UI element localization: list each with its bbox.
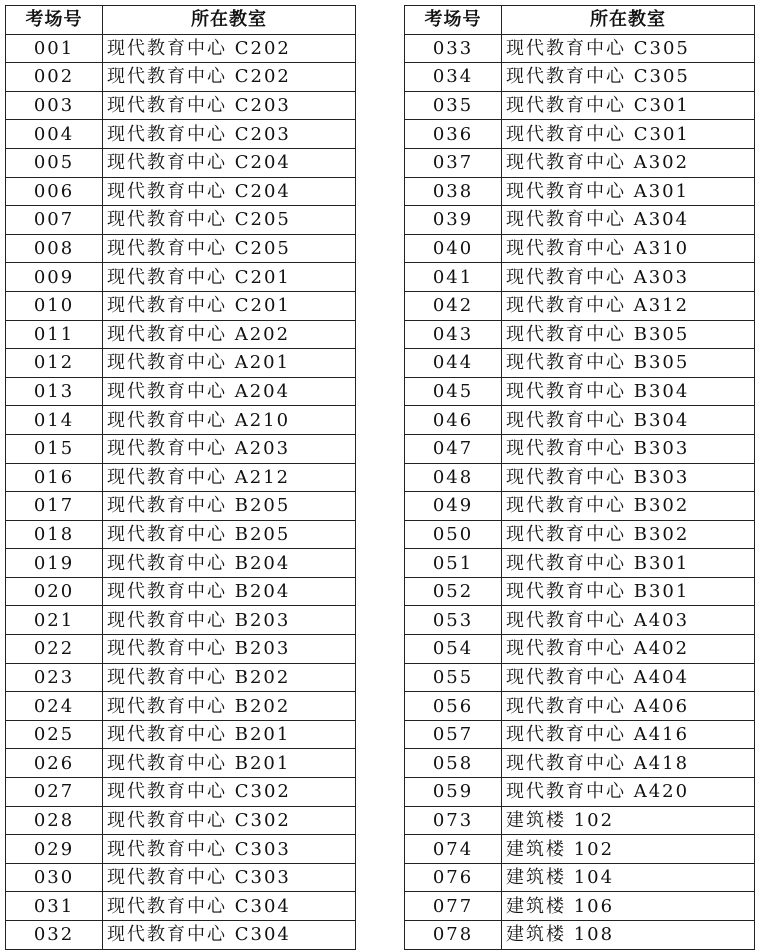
- exam-number-cell: 036: [405, 120, 502, 149]
- table-body-left: [6, 34, 356, 949]
- table-row: [6, 234, 356, 263]
- classroom-cell: 现代教育中心 A202: [103, 320, 356, 349]
- table-row: [6, 463, 356, 492]
- table-row: [6, 320, 356, 349]
- classroom-cell: 现代教育中心 C205: [103, 234, 356, 263]
- classroom-cell: 现代教育中心 A312: [502, 291, 755, 320]
- table-row: [405, 320, 755, 349]
- exam-number-cell: 018: [6, 520, 103, 549]
- table-row: [405, 463, 755, 492]
- classroom-cell: 现代教育中心 A310: [502, 234, 755, 263]
- classroom-cell: 现代教育中心 B301: [502, 549, 755, 578]
- classroom-cell: 现代教育中心 C202: [103, 34, 356, 63]
- classroom-cell: 现代教育中心 C305: [502, 34, 755, 63]
- classroom-cell: 建筑楼 106: [502, 892, 755, 921]
- classroom-cell: 现代教育中心 C304: [103, 892, 356, 921]
- exam-number-cell: 005: [6, 148, 103, 177]
- table-row: [6, 63, 356, 92]
- table-row: [6, 778, 356, 807]
- table-body-right: [405, 34, 755, 949]
- table-row: [6, 663, 356, 692]
- table-row: [6, 863, 356, 892]
- exam-number-cell: 014: [6, 406, 103, 435]
- classroom-cell: 现代教育中心 B205: [103, 492, 356, 521]
- exam-number-cell: 009: [6, 263, 103, 292]
- exam-number-cell: 004: [6, 120, 103, 149]
- classroom-cell: 现代教育中心 B305: [502, 349, 755, 378]
- table-row: [6, 520, 356, 549]
- table-row: [6, 806, 356, 835]
- exam-number-cell: 058: [405, 749, 502, 778]
- table-row: [6, 892, 356, 921]
- table-row: [6, 635, 356, 664]
- table-row: [6, 206, 356, 235]
- classroom-cell: 现代教育中心 A420: [502, 778, 755, 807]
- table-row: [6, 492, 356, 521]
- classroom-cell: 现代教育中心 C304: [103, 921, 356, 950]
- exam-number-cell: 073: [405, 806, 502, 835]
- exam-number-cell: 029: [6, 835, 103, 864]
- classroom-cell: 现代教育中心 A402: [502, 635, 755, 664]
- classroom-cell: 现代教育中心 A416: [502, 720, 755, 749]
- classroom-cell: 现代教育中心 A404: [502, 663, 755, 692]
- exam-number-cell: 047: [405, 434, 502, 463]
- classroom-cell: 现代教育中心 B201: [103, 749, 356, 778]
- exam-number-cell: 039: [405, 206, 502, 235]
- classroom-cell: 现代教育中心 A204: [103, 377, 356, 406]
- classroom-cell: 现代教育中心 B204: [103, 549, 356, 578]
- exam-number-cell: 001: [6, 34, 103, 63]
- table-row: [405, 520, 755, 549]
- table-row: [405, 234, 755, 263]
- table-header-row: [6, 6, 356, 35]
- table-row: [405, 91, 755, 120]
- classroom-cell: 现代教育中心 C202: [103, 63, 356, 92]
- table-row: [405, 778, 755, 807]
- table-row: [405, 148, 755, 177]
- table-row: [405, 177, 755, 206]
- table-row: [6, 921, 356, 950]
- classroom-cell: 现代教育中心 C204: [103, 177, 356, 206]
- exam-number-cell: 022: [6, 635, 103, 664]
- table-row: [405, 720, 755, 749]
- classroom-cell: 现代教育中心 B303: [502, 463, 755, 492]
- exam-number-cell: 024: [6, 692, 103, 721]
- exam-number-cell: 002: [6, 63, 103, 92]
- table-row: [6, 91, 356, 120]
- classroom-cell: 现代教育中心 C201: [103, 291, 356, 320]
- table-row: [405, 635, 755, 664]
- table-row: [6, 434, 356, 463]
- classroom-cell: 现代教育中心 A210: [103, 406, 356, 435]
- table-row: [6, 34, 356, 63]
- classroom-cell: 现代教育中心 C303: [103, 863, 356, 892]
- exam-number-cell: 049: [405, 492, 502, 521]
- table-row: [405, 863, 755, 892]
- classroom-cell: 现代教育中心 C204: [103, 148, 356, 177]
- classroom-cell: 现代教育中心 C302: [103, 806, 356, 835]
- classroom-cell: 现代教育中心 C301: [502, 120, 755, 149]
- table-row: [405, 749, 755, 778]
- exam-number-cell: 025: [6, 720, 103, 749]
- classroom-cell: 现代教育中心 A201: [103, 349, 356, 378]
- classroom-cell: 建筑楼 102: [502, 835, 755, 864]
- exam-number-cell: 077: [405, 892, 502, 921]
- table-row: [6, 692, 356, 721]
- table-row: [6, 406, 356, 435]
- classroom-cell: 现代教育中心 A302: [502, 148, 755, 177]
- exam-number-cell: 054: [405, 635, 502, 664]
- exam-room-table-right: [404, 5, 755, 950]
- exam-number-cell: 076: [405, 863, 502, 892]
- table-row: [405, 577, 755, 606]
- table-row: [405, 806, 755, 835]
- table-row: [6, 177, 356, 206]
- classroom-cell: 现代教育中心 A303: [502, 263, 755, 292]
- exam-number-cell: 043: [405, 320, 502, 349]
- classroom-cell: 现代教育中心 B301: [502, 577, 755, 606]
- table-header-row: [405, 6, 755, 35]
- table-row: [405, 349, 755, 378]
- table-row: [6, 835, 356, 864]
- classroom-cell: 现代教育中心 B204: [103, 577, 356, 606]
- table-row: [405, 692, 755, 721]
- classroom-cell: 现代教育中心 C301: [502, 91, 755, 120]
- classroom-cell: 现代教育中心 A418: [502, 749, 755, 778]
- exam-number-cell: 008: [6, 234, 103, 263]
- table-row: [405, 63, 755, 92]
- classroom-cell: 现代教育中心 C201: [103, 263, 356, 292]
- exam-number-cell: 056: [405, 692, 502, 721]
- table-row: [405, 377, 755, 406]
- table-row: [6, 291, 356, 320]
- table-row: [405, 291, 755, 320]
- table-row: [405, 606, 755, 635]
- table-row: [405, 892, 755, 921]
- exam-number-cell: 010: [6, 291, 103, 320]
- exam-number-cell: 051: [405, 549, 502, 578]
- table-row: [405, 263, 755, 292]
- classroom-cell: 现代教育中心 B202: [103, 692, 356, 721]
- table-row: [405, 549, 755, 578]
- table-row: [405, 434, 755, 463]
- table-row: [405, 120, 755, 149]
- exam-number-cell: 030: [6, 863, 103, 892]
- classroom-cell: 现代教育中心 C203: [103, 120, 356, 149]
- exam-number-cell: 007: [6, 206, 103, 235]
- exam-number-cell: 050: [405, 520, 502, 549]
- header-classroom: 所在教室: [103, 6, 356, 35]
- classroom-cell: 现代教育中心 A406: [502, 692, 755, 721]
- exam-number-cell: 017: [6, 492, 103, 521]
- exam-number-cell: 019: [6, 549, 103, 578]
- exam-number-cell: 021: [6, 606, 103, 635]
- exam-number-cell: 027: [6, 778, 103, 807]
- table-row: [6, 720, 356, 749]
- exam-number-cell: 026: [6, 749, 103, 778]
- table-row: [6, 377, 356, 406]
- classroom-cell: 建筑楼 104: [502, 863, 755, 892]
- classroom-cell: 建筑楼 108: [502, 921, 755, 950]
- table-row: [6, 120, 356, 149]
- exam-number-cell: 044: [405, 349, 502, 378]
- exam-number-cell: 015: [6, 434, 103, 463]
- exam-number-cell: 059: [405, 778, 502, 807]
- classroom-cell: 现代教育中心 B203: [103, 635, 356, 664]
- exam-number-cell: 011: [6, 320, 103, 349]
- exam-number-cell: 031: [6, 892, 103, 921]
- classroom-cell: 现代教育中心 B205: [103, 520, 356, 549]
- classroom-cell: 现代教育中心 C303: [103, 835, 356, 864]
- table-row: [6, 577, 356, 606]
- header-exam-number: 考场号: [405, 6, 502, 35]
- classroom-cell: 现代教育中心 A403: [502, 606, 755, 635]
- classroom-cell: 现代教育中心 C305: [502, 63, 755, 92]
- table-row: [405, 492, 755, 521]
- exam-number-cell: 074: [405, 835, 502, 864]
- classroom-cell: 现代教育中心 B305: [502, 320, 755, 349]
- exam-number-cell: 033: [405, 34, 502, 63]
- exam-number-cell: 035: [405, 91, 502, 120]
- classroom-cell: 现代教育中心 A203: [103, 434, 356, 463]
- exam-number-cell: 028: [6, 806, 103, 835]
- table-row: [6, 549, 356, 578]
- exam-number-cell: 045: [405, 377, 502, 406]
- exam-number-cell: 038: [405, 177, 502, 206]
- classroom-cell: 现代教育中心 A301: [502, 177, 755, 206]
- table-row: [405, 406, 755, 435]
- exam-number-cell: 057: [405, 720, 502, 749]
- exam-number-cell: 003: [6, 91, 103, 120]
- classroom-cell: 现代教育中心 B303: [502, 434, 755, 463]
- exam-number-cell: 012: [6, 349, 103, 378]
- exam-number-cell: 078: [405, 921, 502, 950]
- exam-number-cell: 006: [6, 177, 103, 206]
- classroom-cell: 现代教育中心 B302: [502, 492, 755, 521]
- exam-number-cell: 023: [6, 663, 103, 692]
- classroom-cell: 建筑楼 102: [502, 806, 755, 835]
- classroom-cell: 现代教育中心 B304: [502, 377, 755, 406]
- exam-number-cell: 055: [405, 663, 502, 692]
- table-row: [6, 349, 356, 378]
- table-row: [6, 263, 356, 292]
- table-row: [405, 34, 755, 63]
- classroom-cell: 现代教育中心 B302: [502, 520, 755, 549]
- header-exam-number: 考场号: [6, 6, 103, 35]
- classroom-cell: 现代教育中心 C203: [103, 91, 356, 120]
- table-row: [6, 606, 356, 635]
- table-row: [405, 835, 755, 864]
- exam-number-cell: 041: [405, 263, 502, 292]
- table-row: [405, 663, 755, 692]
- header-classroom: 所在教室: [502, 6, 755, 35]
- classroom-cell: 现代教育中心 B304: [502, 406, 755, 435]
- classroom-cell: 现代教育中心 C302: [103, 778, 356, 807]
- table-row: [405, 921, 755, 950]
- exam-number-cell: 037: [405, 148, 502, 177]
- exam-number-cell: 020: [6, 577, 103, 606]
- classroom-cell: 现代教育中心 B203: [103, 606, 356, 635]
- exam-number-cell: 048: [405, 463, 502, 492]
- exam-number-cell: 042: [405, 291, 502, 320]
- exam-number-cell: 046: [405, 406, 502, 435]
- exam-number-cell: 032: [6, 921, 103, 950]
- exam-number-cell: 052: [405, 577, 502, 606]
- table-row: [6, 148, 356, 177]
- classroom-cell: 现代教育中心 B202: [103, 663, 356, 692]
- exam-number-cell: 053: [405, 606, 502, 635]
- exam-number-cell: 034: [405, 63, 502, 92]
- exam-number-cell: 013: [6, 377, 103, 406]
- table-row: [405, 206, 755, 235]
- exam-room-table-left: [5, 5, 356, 950]
- classroom-cell: 现代教育中心 A212: [103, 463, 356, 492]
- table-row: [6, 749, 356, 778]
- classroom-cell: 现代教育中心 B201: [103, 720, 356, 749]
- classroom-cell: 现代教育中心 A304: [502, 206, 755, 235]
- exam-number-cell: 040: [405, 234, 502, 263]
- classroom-cell: 现代教育中心 C205: [103, 206, 356, 235]
- exam-number-cell: 016: [6, 463, 103, 492]
